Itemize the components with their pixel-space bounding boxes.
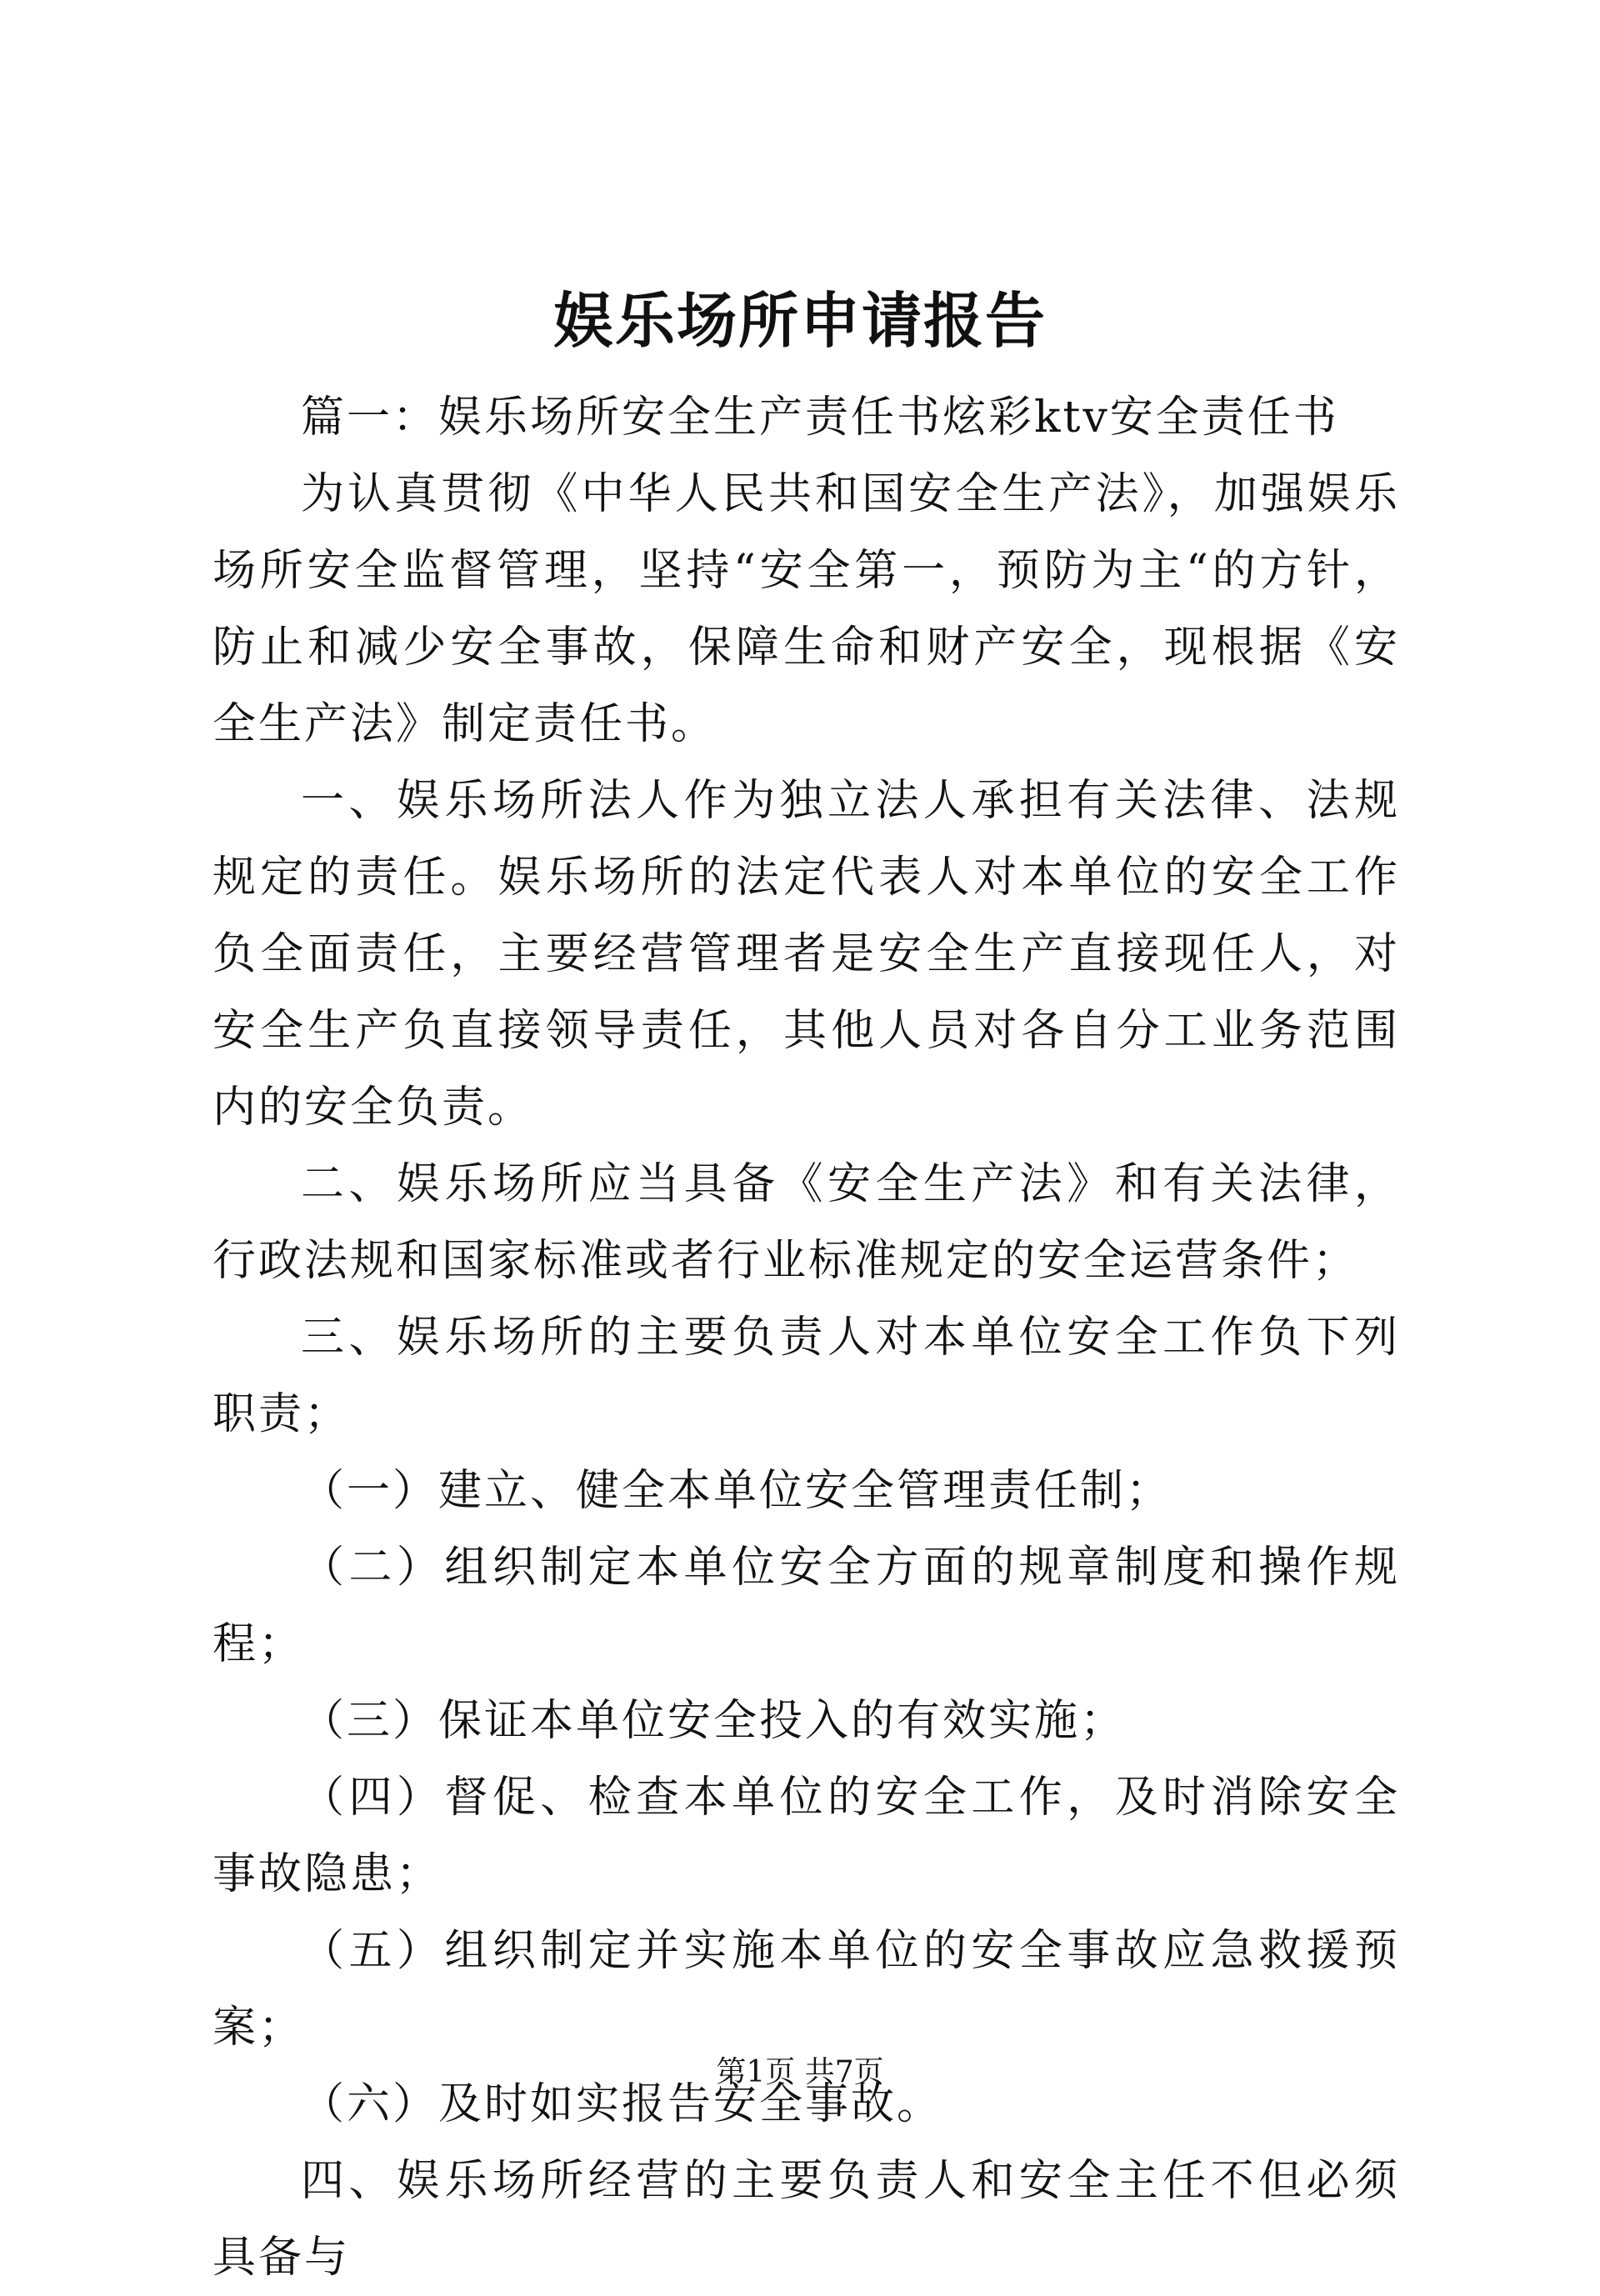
list-item-6: （六）及时如实报告安全事故。 [301,2079,943,2129]
document-title: 娱乐场所申请报告 [552,285,1047,356]
paragraph-intro: 为认真贯彻《中华人民共和国安全生产法》，加强娱乐场所安全监督管理，坚持“安全第一，预防为主“的方针，防止和减少安全事故，保障生命和财产安全，现根据《安全生产法》制定责任书。 [212,469,1400,749]
document-body [212,379,1400,2296]
paragraph-clause-4: 四、娱乐场所经营的主要负责人和安全主任不但必须具备与 [212,2156,1400,2283]
list-item-5: （五）组织制定并实施本单位的安全事故应急救援预案； [212,1926,1400,2053]
list-item-3: （三）保证本单位安全投入的有效实施； [301,1696,1127,1746]
page-footer: 第1页 共7页 [716,2055,884,2089]
list-item-2: （二）组织制定本单位安全方面的规章制度和操作规程； [212,1543,1400,1669]
paragraph-clause-1: 一、娱乐场所法人作为独立法人承担有关法律、法规规定的责任。娱乐场所的法定代表人对本单位的安全工作负全面责任，主要经营管理者是安全生产直接现任人，对安全生产负直接领导责任，其他人员对各自分工业务范围内的安全负责。 [212,776,1400,1133]
paragraph-clause-3: 三、娱乐场所的主要负责人对本单位安全工作负下列职责； [212,1313,1400,1439]
paragraph-clause-2: 二、娱乐场所应当具备《安全生产法》和有关法律，行政法规和国家标准或者行业标准规定的安全运营条件； [212,1159,1400,1286]
section-heading: 篇一：娱乐场所安全生产责任书炫彩ktv安全责任书 [301,393,1339,443]
list-item-4: （四）督促、检查本单位的安全工作，及时消除安全事故隐患； [212,1773,1400,1899]
list-item-1: （一）建立、健全本单位安全管理责任制； [301,1466,1172,1516]
